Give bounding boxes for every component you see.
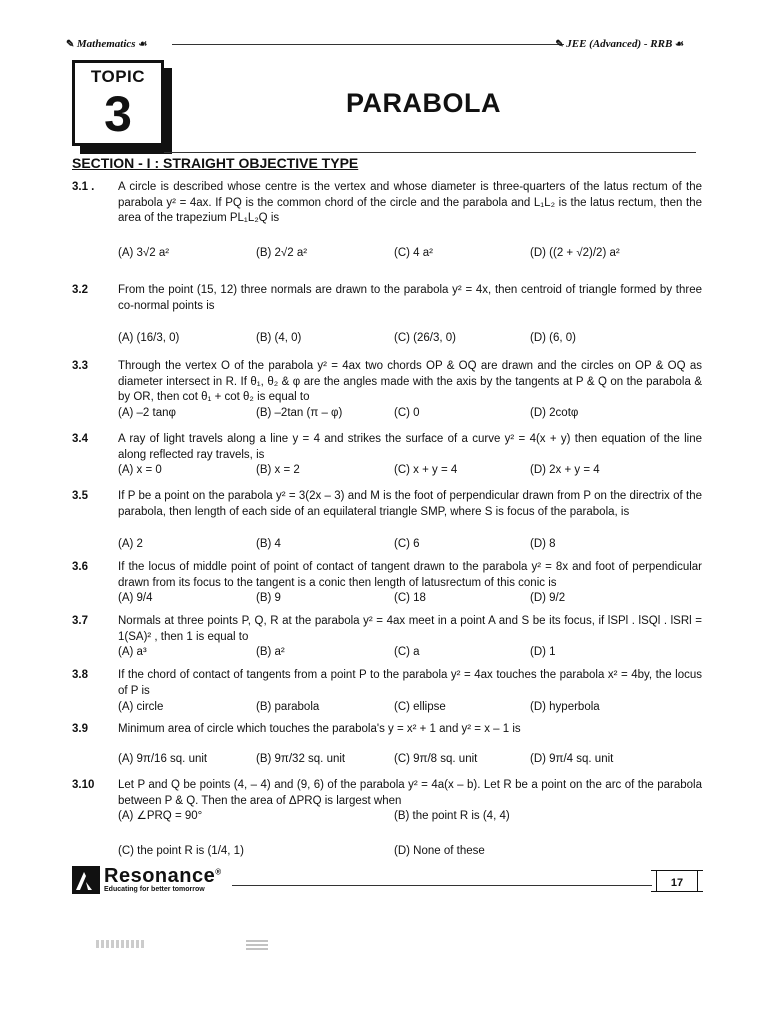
option-c: (C) (26/3, 0) [394, 332, 456, 344]
option-d: (D) 2x + y = 4 [530, 464, 600, 476]
question-text: If the chord of contact of tangents from a point P to the parabola y² = 4ax touches the parabola x² = 4by, the locus of P is [118, 669, 702, 697]
options-row-2 [118, 844, 702, 860]
question-number: 3.10 [72, 779, 95, 791]
options [118, 537, 702, 553]
option-d: (D) 9π/4 sq. unit [530, 753, 614, 765]
option-c: (C) 4 a² [394, 247, 433, 259]
question-text: A ray of light travels along a line y = 4 and strikes the surface of a curve y² = 4(x + y) then equation of the line along reflected ray travels, is [118, 433, 702, 461]
option-a: (A) ∠PRQ = 90° [118, 810, 203, 822]
option-d: (D) (6, 0) [530, 332, 576, 344]
chapter-title: PARABOLA [346, 88, 501, 118]
option-b: (B) x = 2 [256, 464, 300, 476]
option-a: (A) 3√2 a² [118, 247, 170, 259]
option-c: (C) the point R is (1/4, 1) [118, 845, 244, 857]
title-rule [164, 152, 696, 153]
question-number: 3.7 [72, 615, 88, 627]
option-a: (A) 9π/16 sq. unit [118, 753, 208, 765]
options-row-1 [118, 809, 702, 825]
topic-number: 3 [104, 86, 132, 142]
option-c: (C) 9π/8 sq. unit [394, 753, 478, 765]
option-c: (C) 6 [394, 538, 420, 550]
option-b: (B) a² [256, 646, 285, 658]
option-b: (B) 9 [256, 592, 281, 604]
option-a: (A) 2 [118, 538, 143, 550]
option-a: (A) x = 0 [118, 464, 162, 476]
option-b: (B) –2tan (π – φ) [256, 407, 343, 419]
header-subject: ✎ Mathematics ☙ [66, 38, 148, 50]
header-ornament-icon: ✎ [555, 39, 567, 50]
option-a: (A) 9/4 [118, 592, 153, 604]
question-number: 3.9 [72, 723, 88, 735]
options [118, 591, 702, 607]
question-text: Normals at three points P, Q, R at the parabola y² = 4ax meet in a point A and S be its focus, if lSPl . lSQl . lSRl = 1(SA)² , then 1 is equal to [118, 615, 702, 643]
question-text: If P be a point on the parabola y² = 3(2x – 3) and M is the foot of perpendicular drawn from P on the directrix of the parabola, then length of each side of an equilateral triangle SMP, where S is focus of the parabola, is [118, 490, 702, 518]
option-a: (A) a³ [118, 646, 147, 658]
question-text: If the locus of middle point of point of contact of tangent drawn to the parabola y² = 8x and foot of perpendicular drawn from its focus to the tangent is a conic then length of latusrectum of this conic is [118, 561, 702, 589]
options [118, 645, 702, 661]
option-a: (A) circle [118, 701, 164, 713]
options [118, 246, 702, 262]
option-d: (D) ((2 + √2)/2) a² [530, 247, 620, 259]
scan-artifact [246, 938, 268, 950]
topic-box [72, 60, 164, 146]
options [118, 752, 702, 768]
header-exam: ✎ JEE (Advanced) - RRB ☙ [555, 38, 684, 50]
question-number: 3.3 [72, 360, 88, 372]
option-b: (B) (4, 0) [256, 332, 302, 344]
option-c: (C) ellipse [394, 701, 446, 713]
question-number: 3.6 [72, 561, 88, 573]
option-c: (C) a [394, 646, 420, 658]
question-text: From the point (15, 12) three normals are drawn to the parabola y² = 4x, then centroid of triangle formed by three co-normal points is [118, 284, 702, 312]
question-text: Let P and Q be points (4, – 4) and (9, 6) of the parabola y² = 4a(x – b). Let R be a point on the arc of the parabola between P & Q. Then the area of ΔPRQ is largest when [118, 779, 702, 807]
resonance-logo-icon [72, 866, 100, 894]
question-text: Minimum area of circle which touches the parabola's y = x² + 1 and y² = x – 1 is [118, 723, 521, 735]
options [118, 331, 702, 347]
option-b: (B) the point R is (4, 4) [394, 810, 510, 822]
option-d: (D) 2cotφ [530, 407, 579, 419]
header-ornament-icon: ☙ [138, 39, 148, 50]
option-b: (B) 4 [256, 538, 281, 550]
option-c: (C) 18 [394, 592, 426, 604]
question-number: 3.8 [72, 669, 88, 681]
header-ornament-icon: ✎ [66, 39, 77, 50]
option-b: (B) parabola [256, 701, 320, 713]
scan-artifact [96, 940, 146, 948]
question-number: 3.2 [72, 284, 88, 296]
option-d: (D) 1 [530, 646, 556, 658]
header-rule [172, 44, 564, 45]
question-text: A circle is described whose centre is the vertex and whose diameter is three-quarters of the latus rectum of the parabola y² = 4ax. If PQ is the common chord of the circle and the parabola and L₁L₂ is the latus rectum, then the area of the trapezium PL₁L₂Q is [118, 181, 702, 224]
option-d: (D) 9/2 [530, 592, 566, 604]
option-c: (C) x + y = 4 [394, 464, 458, 476]
section-heading: SECTION - I : STRAIGHT OBJECTIVE TYPE [72, 155, 359, 171]
option-a: (A) (16/3, 0) [118, 332, 180, 344]
option-b: (B) 9π/32 sq. unit [256, 753, 346, 765]
brand-name: Resonance® [104, 865, 222, 887]
brand-tagline: Educating for better tomorrow [104, 886, 205, 893]
options [118, 406, 702, 422]
question-text: Through the vertex O of the parabola y² = 4ax two chords OP & OQ are drawn and the circles on OP & OQ as diameter intersect in R. If θ₁, θ₂ & φ are the angles made with the axis by the tangents at P & Q on the parabola & by OR, then cot θ₁ + cot θ₂ is equal to [118, 360, 702, 403]
option-c: (C) 0 [394, 407, 420, 419]
question-number: 3.4 [72, 433, 88, 445]
question-number: 3.5 [72, 490, 88, 502]
header-ornament-icon: ☙ [675, 39, 684, 50]
options [118, 700, 702, 716]
option-b: (B) 2√2 a² [256, 247, 308, 259]
option-d: (D) 8 [530, 538, 556, 550]
page-number: 17 [656, 870, 698, 892]
topic-label: TOPIC [90, 67, 146, 86]
option-d: (D) hyperbola [530, 701, 600, 713]
option-a: (A) –2 tanφ [118, 407, 176, 419]
question-number: 3.1 . [72, 181, 95, 193]
options [118, 463, 702, 479]
option-d: (D) None of these [394, 845, 485, 857]
footer-rule [232, 885, 652, 886]
logo-mark-icon [72, 866, 100, 894]
